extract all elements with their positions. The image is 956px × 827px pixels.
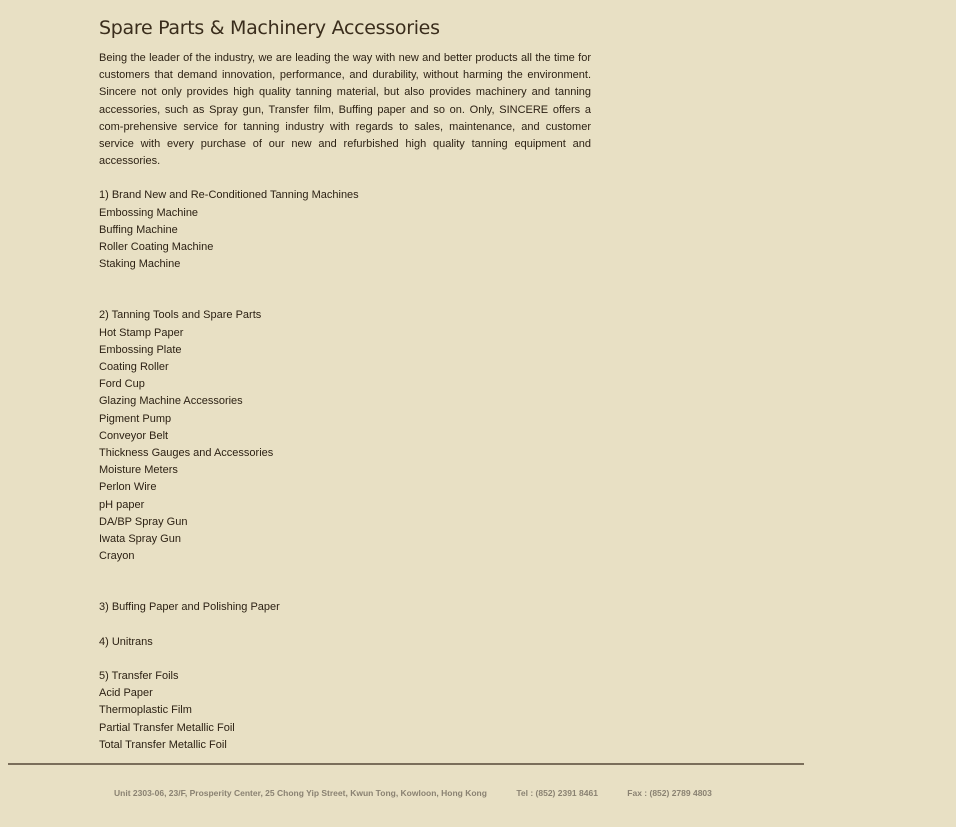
list-item: Iwata Spray Gun	[99, 533, 181, 546]
list-item: Staking Machine	[99, 258, 181, 271]
section-heading: 2) Tanning Tools and Spare Parts	[99, 309, 262, 322]
list-item: Partial Transfer Metallic Foil	[99, 721, 235, 734]
footer-divider	[8, 763, 804, 765]
main-content	[99, 14, 591, 754]
list-item: Coating Roller	[99, 361, 169, 374]
list-item: Conveyor Belt	[99, 429, 169, 442]
list-item: pH paper	[99, 498, 145, 511]
page-title: Spare Parts & Machinery Accessories	[99, 17, 440, 39]
section-heading: 1) Brand New and Re-Conditioned Tanning Machines	[99, 189, 359, 202]
intro-paragraph: Being the leader of the industry, we are leading the way with new and better products all the time for customers that demand innovation, performance, and durability, without harming the environment. Sincere not only provides high quality tanning material, but also provides machinery and tanning accessories, such as Spray gun, Transfer film, Buffing paper and so on. Only, SINCERE offers a com-prehensive service for tanning industry with regards to sales, maintenance, and customer service with every purchase of our new and refurbished high quality tanning equipment and accessories.	[99, 52, 591, 168]
list-item: Pigment Pump	[99, 412, 172, 425]
list-item: Embossing Plate	[99, 343, 182, 356]
footer	[114, 788, 739, 798]
list-item: Buffing Machine	[99, 223, 178, 236]
list-item: Embossing Machine	[99, 206, 199, 219]
footer-address: Unit 2303-06, 23/F, Prosperity Center, 25 Chong Yip Street, Kwun Tong, Kowloon, Hong Kong	[114, 788, 487, 798]
list-item: DA/BP Spray Gun	[99, 515, 188, 528]
list-item: Moisture Meters	[99, 464, 178, 477]
section-heading: 5) Transfer Foils	[99, 669, 179, 682]
section-heading: 3) Buffing Paper and Polishing Paper	[99, 601, 280, 614]
list-item: Glazing Machine Accessories	[99, 395, 243, 408]
list-item: Crayon	[99, 550, 135, 563]
section-tanning-machines	[99, 187, 591, 273]
list-item: Total Transfer Metallic Foil	[99, 738, 227, 751]
list-item: Perlon Wire	[99, 481, 157, 494]
list-item: Thermoplastic Film	[99, 704, 192, 717]
list-item: Roller Coating Machine	[99, 241, 214, 254]
footer-tel: Tel : (852) 2391 8461	[516, 788, 598, 798]
section-tools-spare-parts	[99, 307, 591, 565]
section-buffing-paper	[99, 599, 591, 616]
list-item: Acid Paper	[99, 687, 153, 700]
list-item: Hot Stamp Paper	[99, 326, 184, 339]
section-unitrans	[99, 634, 591, 651]
section-heading: 4) Unitrans	[99, 635, 153, 648]
footer-fax: Fax : (852) 2789 4803	[627, 788, 712, 798]
list-item: Ford Cup	[99, 378, 145, 391]
section-transfer-foils	[99, 668, 591, 754]
list-item: Thickness Gauges and Accessories	[99, 447, 274, 460]
